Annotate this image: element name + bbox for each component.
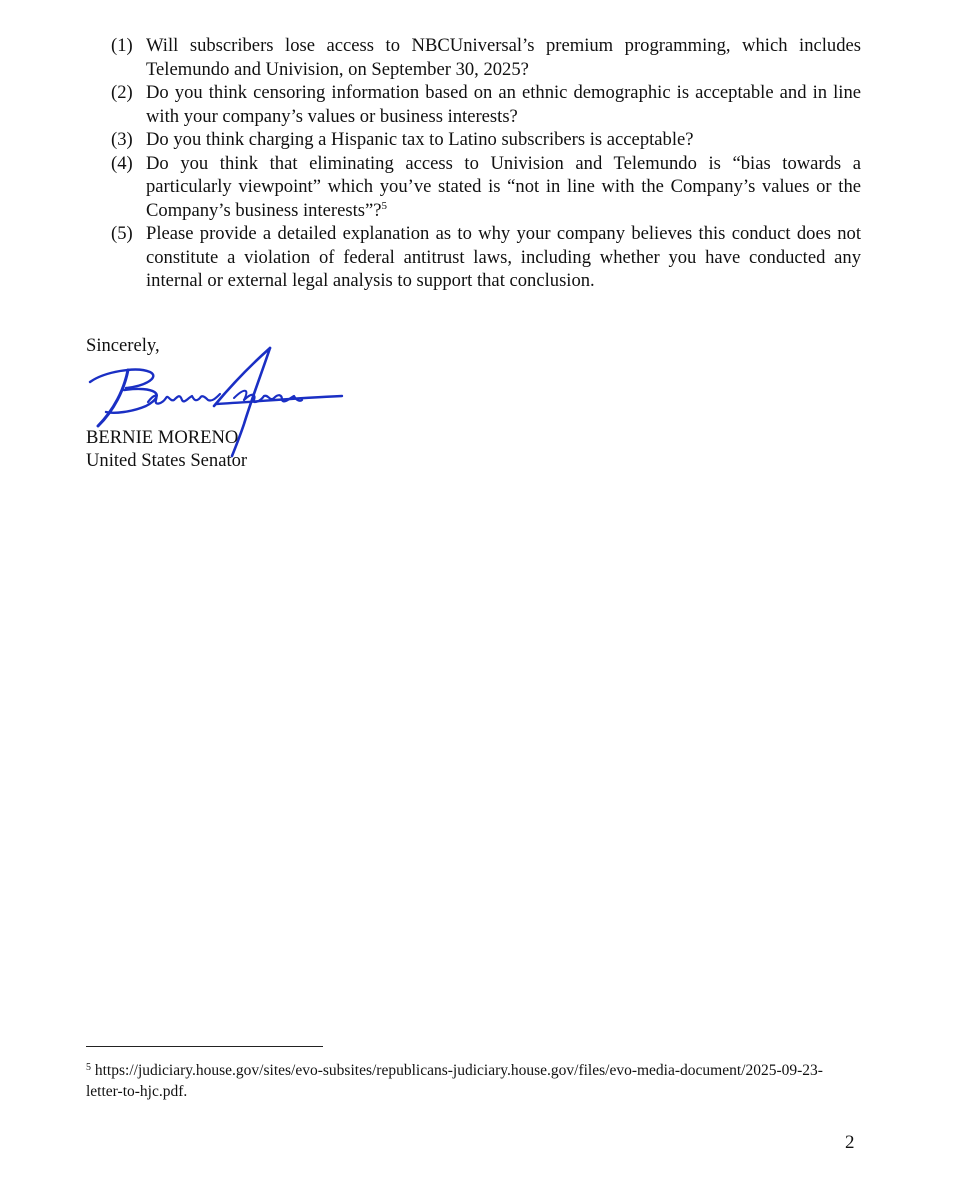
question-number: (5) xyxy=(111,223,133,244)
question-text: Will subscribers lose access to NBCUniversal’s premium programming, which includes Telemundo and Univision, on September 30, 2025? xyxy=(146,35,861,80)
question-number: (3) xyxy=(111,129,133,150)
question-text: Please provide a detailed explanation as to why your company believes this conduct does not constitute a violation of federal antitrust laws, including whether you have conducted any internal or external legal analysis to support that conclusion. xyxy=(146,223,861,291)
footnote-marker: 5 xyxy=(86,1062,91,1073)
footnote-divider xyxy=(86,1046,323,1047)
question-list xyxy=(111,34,861,293)
question-item xyxy=(111,128,861,152)
closing-salutation: Sincerely, xyxy=(86,335,160,356)
footnote-reference[interactable]: 5 xyxy=(381,199,387,212)
question-item xyxy=(111,81,861,128)
footnote xyxy=(86,1060,856,1102)
question-text: Do you think charging a Hispanic tax to Latino subscribers is acceptable? xyxy=(146,129,694,150)
question-item xyxy=(111,222,861,293)
question-item xyxy=(111,152,861,223)
footnote-link[interactable]: https://judiciary.house.gov/sites/evo-subsites/republicans-judiciary.house.gov/files/evo-media-document/2025-09-23-letter-to-hjc.pdf. xyxy=(86,1062,823,1100)
signer-name: BERNIE MORENO xyxy=(86,427,239,448)
page-number: 2 xyxy=(845,1132,855,1153)
question-text: Do you think censoring information based on an ethnic demographic is acceptable and in line with your company’s values or business interests? xyxy=(146,82,861,127)
signer-title: United States Senator xyxy=(86,450,248,471)
question-item xyxy=(111,34,861,81)
question-number: (2) xyxy=(111,82,133,103)
question-number: (4) xyxy=(111,152,133,174)
question-number: (1) xyxy=(111,35,133,56)
question-text: Do you think that eliminating access to Univision and Telemundo is “bias towards a particularly viewpoint” which you’ve stated is “not in line with the Company’s values or the Company’s business interests”? xyxy=(146,152,861,221)
